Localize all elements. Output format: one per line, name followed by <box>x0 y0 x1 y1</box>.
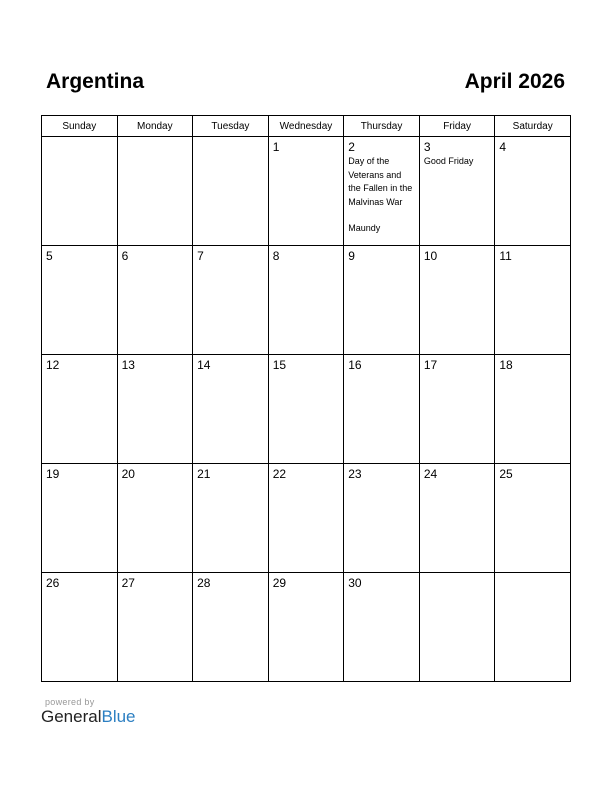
day-number: 19 <box>46 467 60 481</box>
day-number: 21 <box>197 467 211 481</box>
month-year-title: April 2026 <box>464 70 565 93</box>
day-cell <box>117 246 193 355</box>
day-cell <box>268 355 344 464</box>
day-cell <box>268 464 344 573</box>
day-cell <box>344 246 420 355</box>
day-cell <box>419 246 495 355</box>
day-cell <box>42 355 118 464</box>
holiday-veterans-day: Day of the Veterans and the Fallen in the Malvinas War <box>348 156 413 207</box>
day-number: 11 <box>499 249 512 263</box>
holiday-good-friday: Good Friday <box>423 156 474 166</box>
day-number: 30 <box>348 576 362 590</box>
day-cell <box>117 137 193 246</box>
day-number: 17 <box>423 358 438 372</box>
week-row <box>42 573 571 682</box>
day-number: 14 <box>197 358 211 372</box>
day-cell <box>193 137 269 246</box>
day-cell <box>117 464 193 573</box>
brand-general: General <box>41 707 102 726</box>
day-number: 10 <box>423 249 438 263</box>
day-cell <box>419 464 495 573</box>
day-number: 23 <box>348 467 362 481</box>
brand-blue: Blue <box>101 707 136 726</box>
day-cell <box>344 355 420 464</box>
brand-logo[interactable] <box>41 707 136 727</box>
weekday-header: Wednesday <box>268 116 344 137</box>
weekday-header-row <box>42 116 571 137</box>
day-number: 20 <box>121 467 135 481</box>
day-cell <box>268 573 344 682</box>
day-number: 22 <box>272 467 287 481</box>
calendar-grid <box>41 115 571 682</box>
day-number: 25 <box>499 467 513 481</box>
day-number: 26 <box>46 576 60 590</box>
week-row <box>42 464 571 573</box>
day-cell <box>42 464 118 573</box>
day-number: 5 <box>46 249 53 263</box>
weekday-header: Monday <box>117 116 193 137</box>
day-number: 27 <box>121 576 135 590</box>
day-cell <box>495 355 571 464</box>
day-number: 8 <box>272 249 280 263</box>
day-cell <box>117 355 193 464</box>
day-number: 24 <box>423 467 438 481</box>
day-number: 6 <box>121 249 129 263</box>
day-number: 12 <box>46 358 60 372</box>
day-cell <box>344 137 420 246</box>
day-cell <box>117 573 193 682</box>
day-number: 18 <box>499 358 513 372</box>
weekday-header: Saturday <box>495 116 571 137</box>
day-cell <box>42 137 118 246</box>
day-cell <box>344 464 420 573</box>
day-number: 1 <box>272 140 280 154</box>
day-cell <box>268 246 344 355</box>
day-number: 7 <box>197 249 204 263</box>
day-cell <box>193 464 269 573</box>
weekday-header: Thursday <box>344 116 420 137</box>
day-cell <box>344 573 420 682</box>
day-number: 28 <box>197 576 211 590</box>
powered-by-label: powered by <box>45 697 95 707</box>
day-cell <box>193 246 269 355</box>
day-number: 4 <box>499 140 507 154</box>
day-number: 29 <box>272 576 287 590</box>
weekday-header: Friday <box>419 116 495 137</box>
day-cell <box>42 573 118 682</box>
day-number: 16 <box>348 358 362 372</box>
day-number: 13 <box>121 358 135 372</box>
week-row <box>42 355 571 464</box>
week-row <box>42 137 571 246</box>
day-cell <box>495 573 571 682</box>
country-title: Argentina <box>46 70 145 93</box>
day-number: 15 <box>272 358 287 372</box>
day-cell <box>193 573 269 682</box>
day-cell <box>495 246 571 355</box>
weekday-header: Sunday <box>42 116 118 137</box>
day-cell <box>419 355 495 464</box>
day-number: 2 <box>348 140 355 154</box>
day-cell <box>419 137 495 246</box>
day-cell <box>42 246 118 355</box>
weekday-header: Tuesday <box>193 116 269 137</box>
day-number: 9 <box>348 249 355 263</box>
day-cell <box>495 137 571 246</box>
day-number: 3 <box>423 140 431 154</box>
day-cell <box>268 137 344 246</box>
day-cell <box>193 355 269 464</box>
week-row <box>42 246 571 355</box>
holiday-maundy: Maundy <box>348 223 381 233</box>
day-cell <box>495 464 571 573</box>
day-cell <box>419 573 495 682</box>
